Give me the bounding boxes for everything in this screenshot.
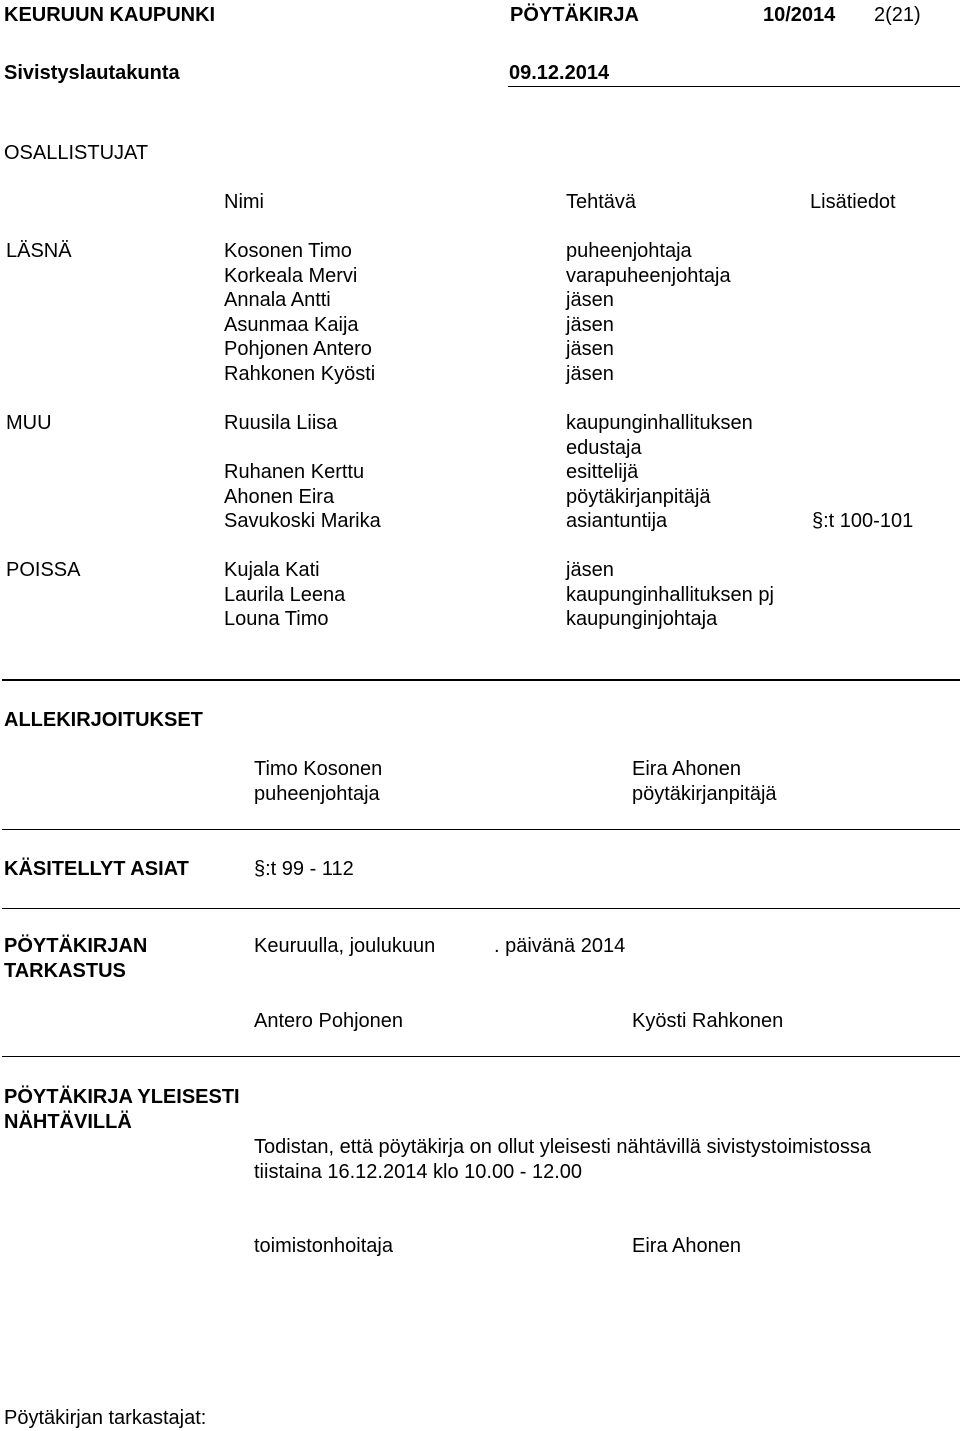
participant-role: jäsen xyxy=(566,289,614,311)
review-label-line2: TARKASTUS xyxy=(4,960,126,982)
group-label: MUU xyxy=(6,412,52,434)
footer-reviewers-label: Pöytäkirjan tarkastajat: xyxy=(4,1407,207,1429)
participant-role: edustaja xyxy=(566,437,642,459)
signatures-heading: ALLEKIRJOITUKSET xyxy=(4,709,203,731)
review-place-date: Keuruulla, joulukuun xyxy=(254,935,436,957)
participant-role: pöytäkirjanpitäjä xyxy=(566,486,711,508)
participant-name: Asunmaa Kaija xyxy=(224,314,359,336)
participant-role: esittelijä xyxy=(566,461,639,483)
reviewer-name: Antero Pohjonen xyxy=(254,1010,404,1032)
header-divider xyxy=(508,86,960,87)
doc-type: PÖYTÄKIRJA xyxy=(510,4,639,26)
org-name: KEURUUN KAUPUNKI xyxy=(4,4,216,26)
participant-name: Kujala Kati xyxy=(224,559,320,581)
participant-role: kaupunginhallituksen xyxy=(566,412,753,434)
public-display-label-line2: NÄHTÄVILLÄ xyxy=(4,1111,132,1133)
participant-role: asiantuntija xyxy=(566,510,668,532)
section-divider xyxy=(2,908,960,909)
participant-role: kaupunginjohtaja xyxy=(566,608,718,630)
participant-name: Louna Timo xyxy=(224,608,329,630)
column-header-role: Tehtävä xyxy=(566,191,637,213)
participant-role: varapuheenjohtaja xyxy=(566,265,731,287)
participant-name: Pohjonen Antero xyxy=(224,338,372,360)
participant-role: jäsen xyxy=(566,338,614,360)
public-display-statement-line2: tiistaina 16.12.2014 klo 10.00 - 12.00 xyxy=(254,1161,583,1183)
review-label: PÖYTÄKIRJAN xyxy=(4,935,148,957)
participant-name: Ruusila Liisa xyxy=(224,412,338,434)
participant-name: Korkeala Mervi xyxy=(224,265,358,287)
participant-role: puheenjohtaja xyxy=(566,240,692,262)
participant-name: Annala Antti xyxy=(224,289,331,311)
column-header-info: Lisätiedot xyxy=(810,191,896,213)
participant-name: Laurila Leena xyxy=(224,584,346,606)
participant-role: jäsen xyxy=(566,559,614,581)
section-divider xyxy=(2,829,960,830)
participant-name: Ruhanen Kerttu xyxy=(224,461,365,483)
secretary-name: Eira Ahonen xyxy=(632,758,741,780)
participant-name: Savukoski Marika xyxy=(224,510,381,532)
participants-heading: OSALLISTUJAT xyxy=(4,142,149,164)
doc-number: 10/2014 xyxy=(763,4,836,26)
section-divider xyxy=(2,679,960,681)
participant-name: Ahonen Eira xyxy=(224,486,335,508)
signer-name: Eira Ahonen xyxy=(632,1235,741,1257)
committee-name: Sivistyslautakunta xyxy=(4,62,180,84)
participant-name: Rahkonen Kyösti xyxy=(224,363,376,385)
participant-role: kaupunginhallituksen pj xyxy=(566,584,774,606)
group-label: POISSA xyxy=(6,559,81,581)
chair-title: puheenjohtaja xyxy=(254,783,380,805)
secretary-title: pöytäkirjanpitäjä xyxy=(632,783,777,805)
review-place-date-suffix: . päivänä 2014 xyxy=(494,935,626,957)
handled-items-value: §:t 99 - 112 xyxy=(254,858,354,880)
participant-info: §:t 100-101 xyxy=(812,510,914,532)
group-label: LÄSNÄ xyxy=(6,240,72,262)
participant-role: jäsen xyxy=(566,314,614,336)
signer-title: toimistonhoitaja xyxy=(254,1235,393,1257)
meeting-date: 09.12.2014 xyxy=(509,62,610,84)
public-display-statement: Todistan, että pöytäkirja on ollut yleisesti nähtävillä sivistystoimistossa xyxy=(254,1136,871,1158)
column-header-name: Nimi xyxy=(224,191,264,213)
page-number: 2(21) xyxy=(874,4,921,26)
chair-name: Timo Kosonen xyxy=(254,758,383,780)
participant-role: jäsen xyxy=(566,363,614,385)
public-display-label: PÖYTÄKIRJA YLEISESTI xyxy=(4,1086,240,1108)
section-divider xyxy=(2,1056,960,1057)
reviewer-name: Kyösti Rahkonen xyxy=(632,1010,784,1032)
handled-items-label: KÄSITELLYT ASIAT xyxy=(4,858,189,880)
participant-name: Kosonen Timo xyxy=(224,240,352,262)
